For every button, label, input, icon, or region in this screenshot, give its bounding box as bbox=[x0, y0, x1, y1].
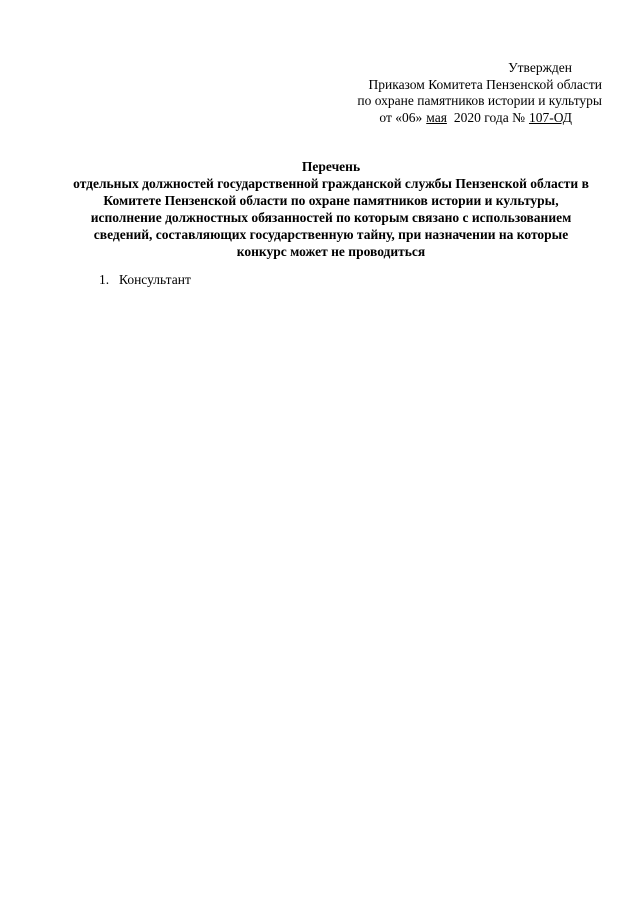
title-line: исполнение должностных обязанностей по которым связано с использованием bbox=[90, 210, 572, 225]
approval-date-prefix: от «06» bbox=[379, 109, 423, 125]
list-item-number: 1. bbox=[99, 272, 110, 287]
positions-list bbox=[99, 271, 191, 288]
title-heading: Перечень bbox=[301, 159, 361, 174]
list-item-text: Консультант bbox=[119, 272, 191, 287]
approval-line-approved: Утвержден bbox=[508, 60, 572, 75]
document-title bbox=[40, 158, 622, 260]
approval-date-year: 2020 года № bbox=[453, 109, 525, 125]
title-line: Комитете Пензенской области по охране памятников истории и культуры, bbox=[103, 193, 559, 208]
list-item bbox=[99, 271, 191, 288]
approval-line-committee: по охране памятников истории и культуры bbox=[357, 93, 602, 108]
approval-stamp bbox=[302, 60, 602, 126]
title-line: сведений, составляющих государственную тайну, при назначении на которые bbox=[93, 227, 569, 242]
title-line: конкурс может не проводиться bbox=[236, 244, 426, 259]
approval-date-month: мая bbox=[426, 109, 447, 125]
approval-line-order: Приказом Комитета Пензенской области bbox=[368, 76, 602, 92]
approval-order-number: 107-ОД bbox=[528, 109, 572, 125]
approval-line-date bbox=[302, 110, 602, 127]
title-line: отдельных должностей государственной гражданской службы Пензенской области в bbox=[73, 176, 589, 191]
